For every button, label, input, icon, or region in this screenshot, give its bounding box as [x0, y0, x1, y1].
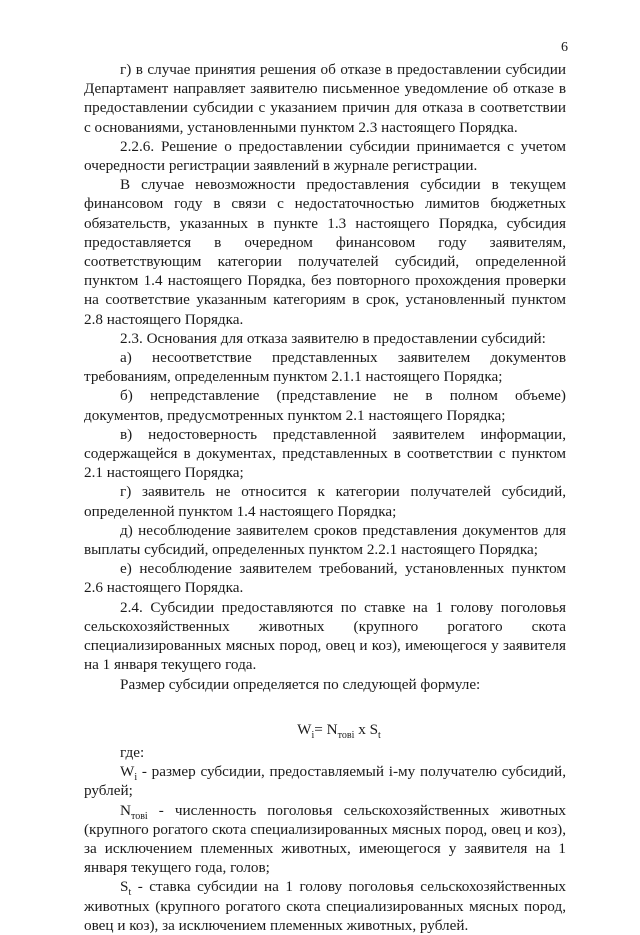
formula-x: x S [354, 720, 379, 738]
paragraph-2-2-6: 2.2.6. Решение о предоставлении субсидии принимается с учетом очередности регистрации заявлений в журнале регистрации. [84, 137, 566, 175]
paragraph-formula-intro: Размер субсидии определяется по следующей формуле: [120, 675, 481, 693]
paragraph-refusal-notice: г) в случае принятия решения об отказе в предоставлении субсидии Департамент направляет заявителю письменное уведомление об отказе в предоставлении субсидии с указанием причин для отказа в соответствии с основаниями, установленными пунктом 2.3 настоящего Порядка. [84, 61, 566, 136]
list-item-e: е) несоблюдение заявителем требований, установленных пунктом 2.6 настоящего Порядка. [84, 560, 566, 597]
subsidy-formula [84, 720, 566, 739]
list-item-g: г) заявитель не относится к категории получателей субсидий, определенной пунктом 1.4 настоящего Порядка; [84, 483, 566, 520]
formula-w: W [297, 720, 312, 738]
definition-n [84, 801, 566, 878]
list-item-a: а) несоответствие представленных заявителем документов требованиям, определенным пунктом 2.1.1 настоящего Порядка; [84, 349, 566, 386]
list-item-d: д) несоблюдение заявителем сроков представления документов для выплаты субсидий, определенных пунктом 2.2.1 настоящего Порядка; [84, 521, 566, 559]
paragraph-2-3: 2.3. Основания для отказа заявителю в предоставлении субсидий: [120, 329, 546, 347]
page-number: 6 [561, 40, 568, 55]
definition-text: - размер субсидии, предоставляемый i-му получателю субсидий, рублей; [84, 763, 566, 800]
paragraph-2-4: 2.4. Субсидии предоставляются по ставке на 1 голову поголовья сельскохозяйственных животных (крупного рогатого скота специализированных мясных пород, овец и коз), имеющегося у заявителя на 1 января текущего года. [84, 598, 566, 674]
definition-text: - численность поголовья сельскохозяйственных животных (крупного рогатого скота специализированных мясных пород, овец и коз), за исключением племенных животных, имеющегося у заявителя на 1 января текущего года, голов; [84, 801, 566, 877]
paragraph-next-year: В случае невозможности предоставления субсидии в текущем финансовом году в связи с недостаточностью лимитов бюджетных обязательств, указанных в пункте 1.3 настоящего Порядка, субсидия предоставляется в очередном финансовом году заявителям, соответствующим категории получателей субсидий, определенной пунктом 1.4 настоящего Порядка, без повторного прохождения проверки на соответствие указанным категориям в срок, установленный пунктом 2.8 настоящего Порядка. [84, 176, 566, 328]
where-label: где: [120, 743, 145, 761]
definition-symbol: N [120, 801, 131, 819]
document-body [84, 60, 566, 935]
formula-w-sub: i [311, 729, 315, 741]
definition-s [84, 877, 566, 935]
formula-eq: = N [314, 720, 338, 738]
formula-n-sub: тові [337, 729, 355, 741]
definition-subscript: t [128, 887, 132, 899]
definition-subscript: i [134, 772, 138, 784]
definition-text: - ставка субсидии на 1 голову поголовья сельскохозяйственных животных (крупного рогатого скота специализированных мясных пород, овец и коз), за исключением племенных животных, рублей. [84, 878, 566, 934]
definition-w [84, 762, 566, 800]
list-item-v: в) недостоверность представленной заявителем информации, содержащейся в документах, представленных в соответствии с пунктом 2.1 настоящего Порядка; [84, 425, 566, 482]
formula-s-sub: t [378, 729, 381, 741]
list-item-b: б) непредставление (представление не в полном объеме) документов, предусмотренных пунктом 2.1 настоящего Порядка; [84, 387, 566, 424]
definition-symbol: W [120, 763, 135, 781]
definition-symbol: S [120, 878, 129, 896]
definition-subscript: тові [130, 810, 148, 822]
